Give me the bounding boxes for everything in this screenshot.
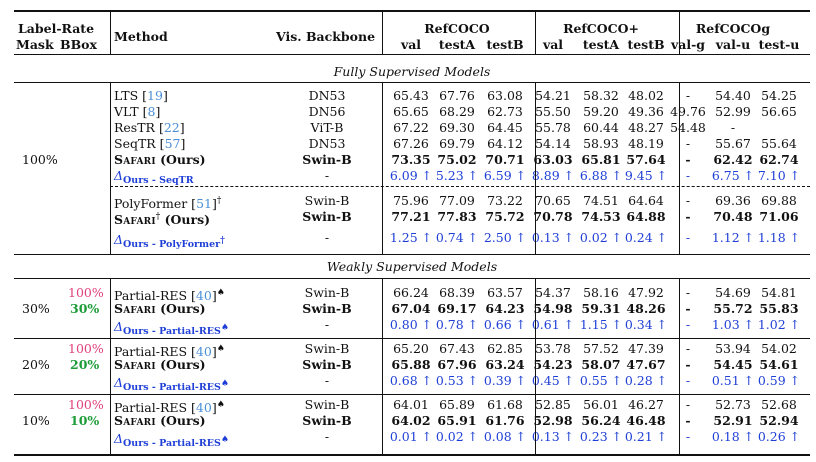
full-row-9-value: 1.18 ↑	[757, 230, 801, 245]
full-row-8-backbone: Swin-B	[302, 209, 352, 224]
header-col: testB	[486, 37, 524, 52]
weak-1-row-3-value: 0.34 ↑	[624, 317, 668, 332]
full-row-9-delta-label	[114, 231, 225, 249]
header-col: val-u	[715, 37, 751, 52]
weak-1-row-1-value: 54.37	[535, 285, 571, 300]
full-row-7-value: 73.22	[487, 193, 523, 208]
citation: 57	[164, 136, 181, 151]
full-row-1-backbone: DN53	[308, 88, 346, 103]
ours-suffix: (Ours)	[155, 301, 206, 316]
weak-2-row-3-value: 0.53 ↑	[435, 373, 479, 388]
full-row-9-value: 2.50 ↑	[483, 230, 527, 245]
full-row-6-value: 5.23 ↑	[435, 168, 479, 183]
full-row-2-value: 65.65	[393, 104, 429, 119]
full-row-6-value: 6.09 ↑	[389, 168, 433, 183]
full-row-1-value: 65.43	[393, 88, 429, 103]
full-row-4-value: 69.79	[439, 136, 475, 151]
weak-1-row-3-value: 0.80 ↑	[389, 317, 433, 332]
full-row-2-value: 62.73	[487, 104, 523, 119]
col-divider	[110, 10, 111, 54]
weak-2-row-1-value: 53.78	[535, 341, 571, 356]
safari-name: Safari	[114, 413, 156, 428]
ours-suffix: (Ours)	[155, 413, 206, 428]
header-col: val-g	[670, 37, 706, 52]
section-title-full: Fully Supervised Models	[333, 64, 491, 79]
full-row-7-value: -	[685, 193, 691, 208]
weak-3-row-3-value: 0.13 ↑	[531, 429, 575, 444]
full-row-8-value: 70.48	[713, 209, 753, 224]
full-row-7-method: PolyFormer [51]†	[114, 196, 222, 212]
header-col: val	[400, 37, 422, 52]
weak-1-row-1-value: 54.69	[715, 285, 751, 300]
weak-1-row-1-value: 58.16	[583, 285, 619, 300]
delta-subscript: Ours - Partial-RES♠	[123, 379, 229, 394]
weak-2-row-1-method: Partial-RES [40]♠	[114, 344, 225, 360]
weak-1-row-2-value: 48.26	[626, 301, 666, 316]
delta-symbol: Δ	[114, 232, 124, 248]
section-title-weak: Weakly Supervised Models	[326, 259, 498, 274]
full-row-9-value: 0.74 ↑	[435, 230, 479, 245]
delta-symbol: Δ	[114, 168, 124, 183]
header-col: testA	[582, 37, 620, 52]
weak-3-row-2-value: 64.02	[391, 413, 431, 428]
full-row-5-value: 62.42	[713, 152, 753, 167]
weak-2-row-3-delta-label	[114, 374, 229, 392]
weak-3-row-1-value: 56.01	[583, 397, 619, 412]
mark-symbol: †	[216, 196, 222, 206]
safari-name: Safari	[114, 301, 156, 316]
bottom-rule	[14, 454, 810, 456]
full-row-4-value: 55.67	[715, 136, 751, 151]
full-row-1-value: 67.76	[439, 88, 475, 103]
full-row-5-value: 57.64	[626, 152, 666, 167]
header-col: val	[542, 37, 564, 52]
header-bbox: BBox	[60, 37, 97, 52]
full-row-3-value: 60.44	[583, 120, 619, 135]
mark-symbol: ♠	[220, 435, 229, 445]
section-rule	[14, 254, 810, 255]
weak-mask-rate: 30%	[22, 301, 50, 316]
weak-2-row-1-value: 62.85	[487, 341, 523, 356]
full-row-8-value: 77.21	[391, 209, 431, 224]
full-row-4-method: SeqTR [57]	[114, 136, 186, 151]
full-row-5-value: 63.03	[533, 152, 573, 167]
weak-3-row-3-value: 0.21 ↑	[624, 429, 668, 444]
full-row-3-value: 55.78	[535, 120, 571, 135]
full-row-7-value: 69.88	[761, 193, 797, 208]
ours-suffix: (Ours)	[155, 152, 206, 167]
weak-3-row-1-value: 61.68	[487, 397, 523, 412]
weak-3-row-2-value: -	[685, 413, 691, 428]
header-label-rate: Label-Rate	[18, 21, 95, 36]
weak-mask-rate: 10%	[22, 413, 50, 428]
delta-subscript: Ours - SeqTR	[123, 175, 194, 186]
full-row-8-value: 64.88	[626, 209, 666, 224]
weak-1-row-2-backbone: Swin-B	[302, 301, 352, 316]
delta-subscript: Ours - Partial-RES♠	[123, 323, 229, 338]
full-row-7-value: 70.65	[535, 193, 571, 208]
weak-2-row-3-value: -	[685, 373, 691, 388]
weak-2-row-2-value: 47.67	[626, 357, 666, 372]
full-row-4-backbone: DN53	[308, 136, 346, 151]
weak-1-row-1-value: 63.57	[487, 285, 523, 300]
mark-symbol: ♠	[216, 400, 225, 410]
weak-2-row-1-value: -	[685, 341, 691, 356]
col-divider	[110, 82, 111, 254]
weak-2-row-1-value: 67.43	[439, 341, 475, 356]
weak-3-row-3-value: 0.23 ↑	[579, 429, 623, 444]
weak-3-row-2-backbone: Swin-B	[302, 413, 352, 428]
group-rule	[14, 394, 810, 395]
weak-1-row-2-value: -	[685, 301, 691, 316]
weak-3-row-2-method	[114, 414, 206, 428]
header-backbone: Vis. Backbone	[276, 29, 376, 44]
citation: 8	[147, 104, 156, 119]
full-row-2-value: 55.50	[535, 104, 571, 119]
full-row-4-value: -	[685, 136, 691, 151]
full-row-3-value: 64.45	[487, 120, 523, 135]
weak-bbox-full: 100%	[68, 397, 104, 412]
weak-bbox-rate: 30%	[70, 301, 100, 316]
weak-bbox-full: 100%	[68, 341, 104, 356]
col-divider	[382, 338, 383, 394]
full-row-1-value: 63.08	[487, 88, 523, 103]
weak-1-row-1-backbone: Swin-B	[304, 285, 350, 300]
weak-1-row-1-value: 54.81	[761, 285, 797, 300]
weak-2-row-1-value: 54.02	[761, 341, 797, 356]
weak-1-row-1-value: 47.92	[628, 285, 664, 300]
full-row-9-backbone: -	[324, 230, 330, 245]
citation: 19	[147, 88, 163, 103]
full-row-4-value: 67.26	[393, 136, 429, 151]
weak-bbox-full: 100%	[68, 285, 104, 300]
full-row-6-value: 6.59 ↑	[483, 168, 527, 183]
weak-2-row-2-method	[114, 358, 206, 372]
full-row-9-value: 1.25 ↑	[389, 230, 433, 245]
section-rule	[14, 278, 810, 279]
full-row-2-value: 52.99	[715, 104, 751, 119]
weak-1-row-3-value: 0.78 ↑	[435, 317, 479, 332]
header-col: test-u	[758, 37, 800, 52]
weak-3-row-2-value: 46.48	[626, 413, 666, 428]
weak-3-row-1-value: 64.01	[393, 397, 429, 412]
full-row-5-method	[114, 153, 206, 167]
full-row-3-method: ResTR [22]	[114, 120, 185, 135]
full-row-9-value: 0.24 ↑	[624, 230, 668, 245]
col-divider	[679, 10, 680, 54]
full-row-3-value: 48.27	[628, 120, 664, 135]
weak-1-row-1-method: Partial-RES [40]♠	[114, 288, 225, 304]
full-row-8-value: 75.72	[485, 209, 525, 224]
header-group-2: RefCOCO+	[563, 21, 639, 36]
full-row-1-value: 54.21	[535, 88, 571, 103]
full-row-9-value: 0.13 ↑	[531, 230, 575, 245]
full-row-5-value: 65.81	[581, 152, 621, 167]
full-row-1-method: LTS [19]	[114, 88, 168, 103]
weak-3-row-3-value: 0.08 ↑	[483, 429, 527, 444]
weak-3-row-1-value: 46.27	[628, 397, 664, 412]
full-row-4-value: 64.12	[487, 136, 523, 151]
full-row-7-backbone: Swin-B	[304, 193, 350, 208]
safari-name: Safari	[114, 152, 156, 167]
full-row-6-value: 9.45 ↑	[624, 168, 668, 183]
full-row-1-value: 48.02	[628, 88, 664, 103]
weak-3-row-3-delta-label	[114, 430, 229, 448]
header-col: testB	[627, 37, 665, 52]
mark-symbol: ♠	[220, 379, 229, 389]
weak-3-row-3-value: -	[685, 429, 691, 444]
full-row-4-value: 48.19	[628, 136, 664, 151]
weak-3-row-1-value: 52.68	[761, 397, 797, 412]
mark-symbol: ♠	[216, 344, 225, 354]
full-row-4-value: 55.64	[761, 136, 797, 151]
col-divider	[679, 82, 680, 254]
full-row-4-value: 54.14	[535, 136, 571, 151]
weak-3-row-1-value: -	[685, 397, 691, 412]
full-rate: 100%	[22, 152, 58, 167]
header-group-1: RefCOCO	[424, 21, 490, 36]
safari-name: Safari	[114, 212, 156, 228]
full-row-7-value: 74.51	[583, 193, 619, 208]
citation: 40	[195, 288, 212, 304]
col-divider	[110, 338, 111, 394]
delta-subscript: Ours - PolyFormer†	[123, 236, 225, 251]
header-group-3: RefCOCOg	[695, 21, 771, 36]
weak-3-row-2-value: 52.98	[533, 413, 573, 428]
citation: 40	[195, 400, 212, 416]
full-row-8-value: 70.78	[533, 209, 573, 224]
weak-2-row-2-value: 54.61	[759, 357, 799, 372]
full-row-8-method	[114, 210, 210, 227]
weak-1-row-1-value: 68.39	[439, 285, 475, 300]
citation: 51	[196, 196, 212, 212]
full-row-5-backbone: Swin-B	[302, 152, 352, 167]
full-row-3-backbone: ViT-B	[310, 120, 344, 135]
delta-subscript: Ours - Partial-RES♠	[123, 435, 229, 450]
dashed-rule	[110, 186, 810, 187]
full-row-5-value: 70.71	[485, 152, 525, 167]
weak-3-row-2-value: 61.76	[485, 413, 525, 428]
weak-2-row-1-value: 47.39	[628, 341, 664, 356]
full-row-8-value: -	[685, 209, 691, 224]
weak-2-row-3-value: 0.51 ↑	[711, 373, 755, 388]
citation: 22	[163, 120, 180, 135]
weak-1-row-2-value: 69.17	[437, 301, 477, 316]
full-row-2-method: VLT [8]	[114, 104, 161, 119]
ours-suffix: (Ours)	[160, 212, 211, 228]
delta-symbol: Δ	[114, 431, 124, 447]
weak-1-row-2-value: 55.83	[759, 301, 799, 316]
weak-2-row-1-backbone: Swin-B	[304, 341, 350, 356]
full-row-9-value: 1.12 ↑	[711, 230, 755, 245]
col-divider	[535, 338, 536, 394]
weak-2-row-2-value: 54.23	[533, 357, 573, 372]
weak-2-row-2-value: 54.45	[713, 357, 753, 372]
col-divider	[535, 278, 536, 338]
weak-3-row-1-backbone: Swin-B	[304, 397, 350, 412]
delta-symbol: Δ	[114, 319, 124, 335]
full-row-1-value: -	[685, 88, 691, 103]
full-row-2-value: 68.29	[439, 104, 475, 119]
weak-1-row-3-value: 1.03 ↑	[711, 317, 755, 332]
weak-mask-rate: 20%	[22, 357, 50, 372]
header-rule	[14, 54, 810, 55]
weak-3-row-3-backbone: -	[324, 429, 330, 444]
weak-2-row-3-value: 0.39 ↑	[483, 373, 527, 388]
weak-1-row-3-backbone: -	[324, 317, 330, 332]
col-divider	[382, 82, 383, 254]
mark-symbol: †	[220, 236, 225, 246]
full-row-3-value: 69.30	[439, 120, 475, 135]
full-row-7-value: 64.64	[628, 193, 664, 208]
col-divider	[679, 278, 680, 338]
weak-2-row-3-backbone: -	[324, 373, 330, 388]
full-row-7-value: 75.96	[393, 193, 429, 208]
full-row-2-value: 49.36	[628, 104, 664, 119]
weak-3-row-2-value: 52.91	[713, 413, 753, 428]
header-method: Method	[114, 29, 168, 44]
weak-2-row-3-value: 0.68 ↑	[389, 373, 433, 388]
mark-symbol: ♠	[216, 288, 225, 298]
weak-2-row-2-value: 63.24	[485, 357, 525, 372]
weak-1-row-2-method	[114, 302, 206, 316]
weak-3-row-3-value: 0.01 ↑	[389, 429, 433, 444]
top-rule	[14, 10, 810, 12]
weak-bbox-rate: 20%	[70, 357, 100, 372]
full-row-8-value: 77.83	[437, 209, 477, 224]
weak-2-row-2-value: 65.88	[391, 357, 431, 372]
weak-3-row-3-value: 0.18 ↑	[711, 429, 755, 444]
weak-1-row-1-value: -	[685, 285, 691, 300]
full-row-6-delta-label	[114, 169, 194, 185]
full-row-6-backbone: -	[324, 168, 330, 183]
weak-3-row-1-value: 52.85	[535, 397, 571, 412]
section-rule	[14, 82, 810, 83]
full-row-6-value: 6.88 ↑	[579, 168, 623, 183]
full-row-1-value: 54.25	[761, 88, 797, 103]
col-divider	[535, 394, 536, 454]
col-divider	[382, 394, 383, 454]
weak-3-row-2-value: 56.24	[581, 413, 621, 428]
full-row-6-value: 6.75 ↑	[711, 168, 755, 183]
weak-2-row-2-value: -	[685, 357, 691, 372]
weak-bbox-rate: 10%	[70, 413, 100, 428]
weak-2-row-2-value: 58.07	[581, 357, 621, 372]
full-row-2-value: 49.76	[670, 104, 706, 119]
full-row-2-value: 56.65	[761, 104, 797, 119]
full-row-3-value: 67.22	[393, 120, 429, 135]
full-row-6-value: -	[685, 168, 691, 183]
full-row-3-value: 54.48	[670, 120, 706, 135]
full-row-5-value: 73.35	[391, 152, 431, 167]
full-row-5-value: 62.74	[759, 152, 799, 167]
col-divider	[535, 82, 536, 254]
header-mask: Mask	[16, 37, 54, 52]
col-divider	[110, 394, 111, 454]
col-divider	[110, 278, 111, 338]
weak-3-row-1-value: 52.73	[715, 397, 751, 412]
full-row-2-backbone: DN56	[308, 104, 346, 119]
weak-1-row-3-value: 0.66 ↑	[483, 317, 527, 332]
full-row-1-value: 58.32	[583, 88, 619, 103]
full-row-1-value: 54.40	[715, 88, 751, 103]
full-row-6-value: 8.89 ↑	[531, 168, 575, 183]
full-row-8-value: 71.06	[759, 209, 799, 224]
full-row-2-value: 59.20	[583, 104, 619, 119]
weak-3-row-3-value: 0.26 ↑	[757, 429, 801, 444]
weak-3-row-2-value: 65.91	[437, 413, 477, 428]
full-row-4-value: 58.93	[583, 136, 619, 151]
weak-2-row-1-value: 65.20	[393, 341, 429, 356]
weak-2-row-2-value: 67.96	[437, 357, 477, 372]
weak-1-row-2-value: 54.98	[533, 301, 573, 316]
full-row-8-value: 74.53	[581, 209, 621, 224]
full-row-5-value: 75.02	[437, 152, 477, 167]
weak-1-row-2-value: 55.72	[713, 301, 753, 316]
ours-suffix: (Ours)	[155, 357, 206, 372]
safari-name: Safari	[114, 357, 156, 372]
weak-1-row-3-value: 1.15 ↑	[579, 317, 623, 332]
weak-2-row-3-value: 0.59 ↑	[757, 373, 801, 388]
full-row-9-value: -	[685, 230, 691, 245]
col-divider	[535, 10, 536, 54]
weak-2-row-3-value: 0.28 ↑	[624, 373, 668, 388]
weak-3-row-1-value: 65.89	[439, 397, 475, 412]
weak-1-row-3-value: 1.02 ↑	[757, 317, 801, 332]
col-divider	[679, 338, 680, 394]
weak-2-row-3-value: 0.55 ↑	[579, 373, 623, 388]
full-row-6-value: 7.10 ↑	[757, 168, 801, 183]
weak-1-row-1-value: 66.24	[393, 285, 429, 300]
weak-2-row-3-value: 0.45 ↑	[531, 373, 575, 388]
col-divider	[679, 394, 680, 454]
weak-2-row-2-backbone: Swin-B	[302, 357, 352, 372]
weak-1-row-2-value: 59.31	[581, 301, 621, 316]
full-row-7-value: 77.09	[439, 193, 475, 208]
col-divider	[382, 10, 383, 54]
weak-1-row-2-value: 67.04	[391, 301, 431, 316]
col-divider	[382, 278, 383, 338]
mark-symbol: ♠	[220, 323, 229, 333]
weak-1-row-2-value: 64.23	[485, 301, 525, 316]
weak-1-row-3-value: -	[685, 317, 691, 332]
weak-1-row-3-delta-label	[114, 318, 229, 336]
weak-3-row-3-value: 0.02 ↑	[435, 429, 479, 444]
group-rule	[14, 338, 810, 339]
citation: 40	[195, 344, 212, 360]
weak-1-row-3-value: 0.61 ↑	[531, 317, 575, 332]
full-row-3-value: -	[730, 120, 736, 135]
weak-2-row-1-value: 57.52	[583, 341, 619, 356]
delta-symbol: Δ	[114, 375, 124, 391]
full-row-5-value: -	[685, 152, 691, 167]
weak-3-row-1-method: Partial-RES [40]♠	[114, 400, 225, 416]
full-row-9-value: 0.02 ↑	[579, 230, 623, 245]
dagger-mark: †	[155, 212, 161, 222]
weak-2-row-1-value: 53.94	[715, 341, 751, 356]
weak-3-row-2-value: 52.94	[759, 413, 799, 428]
full-row-7-value: 69.36	[715, 193, 751, 208]
header-col: testA	[438, 37, 476, 52]
